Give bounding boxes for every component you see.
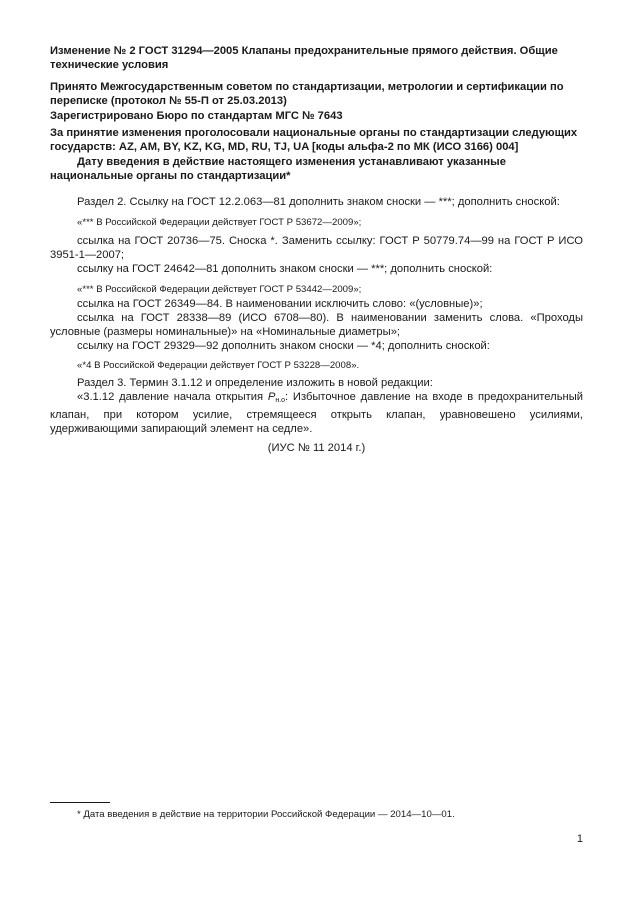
- section2-paragraph: Раздел 2. Ссылку на ГОСТ 12.2.063—81 дополнить знаком сноски — ***; дополнить сноской:: [77, 196, 560, 208]
- term-definition: [50, 390, 583, 436]
- adoption-note: Принято Межгосударственным советом по стандартизации, метрологии и сертификации по переписке (протокол № 55-П от 25.03.2013): [50, 81, 564, 107]
- effective-date-note: Дату введения в действие настоящего изменения устанавливают указанные национальные органы по стандартизации*: [50, 156, 506, 182]
- footnote: * Дата введения в действие на территории Российской Федерации — 2014—10—01.: [77, 809, 455, 820]
- amendment-title: Изменение № 2 ГОСТ 31294—2005 Клапаны предохранительные прямого действия. Общие технические условия: [50, 45, 558, 71]
- voting-note: За принятие изменения проголосовали национальные органы по стандартизации следующих государств: AZ, AM, BY, KZ, KG, MD, RU, TJ, UA [коды альфа-2 по МК (ИСО 3166) 004]: [50, 127, 578, 153]
- source-reference: (ИУС № 11 2014 г.): [267, 442, 366, 454]
- section3-paragraph: Раздел 3. Термин 3.1.12 и определение изложить в новой редакции:: [77, 377, 433, 389]
- term-definition-start: «3.1.12 давление начала открытия: [77, 391, 268, 403]
- reference-paragraph-4: ссылка на ГОСТ 28338—89 (ИСО 6708—80). В наименовании заменить слова. «Проходы условные (размеры номинальные)» на «Номинальные диаметры»;: [50, 312, 583, 338]
- reference-paragraph-5: ссылку на ГОСТ 29329—92 дополнить знаком сноски — *4; дополнить сноской:: [77, 340, 490, 352]
- pressure-subscript: н.о: [275, 397, 286, 404]
- page-number: 1: [576, 833, 583, 845]
- footnote-separator: [50, 802, 110, 803]
- reference-paragraph-2: ссылку на ГОСТ 24642—81 дополнить знаком сноски — ***; дополнить сноской:: [77, 263, 493, 275]
- registration-note: Зарегистрировано Бюро по стандартам МГС № 7643: [50, 110, 343, 122]
- footnote-quote-3: «*4 В Российской Федерации действует ГОСТ Р 53228—2008».: [77, 360, 360, 371]
- reference-paragraph-3: ссылка на ГОСТ 26349—84. В наименовании исключить слово: «(условные)»;: [77, 298, 483, 310]
- term-definition-end: : Избыточное давление на входе в предохранительный клапан, при котором усилие, стремящееся открыть клапан, уравновешено усилиями, удерживающими запирающий элемент на седле».: [50, 391, 583, 435]
- footnote-quote-2: «*** В Российской Федерации действует ГОСТ Р 53442—2009»;: [77, 284, 362, 295]
- pressure-symbol: P: [267, 391, 276, 403]
- reference-paragraph-1: ссылка на ГОСТ 20736—75. Сноска *. Заменить ссылку: ГОСТ Р 50779.74—99 на ГОСТ Р ИСО 3951-1—2007;: [50, 235, 583, 261]
- footnote-quote-1: «*** В Российской Федерации действует ГОСТ Р 53672—2009»;: [77, 217, 362, 228]
